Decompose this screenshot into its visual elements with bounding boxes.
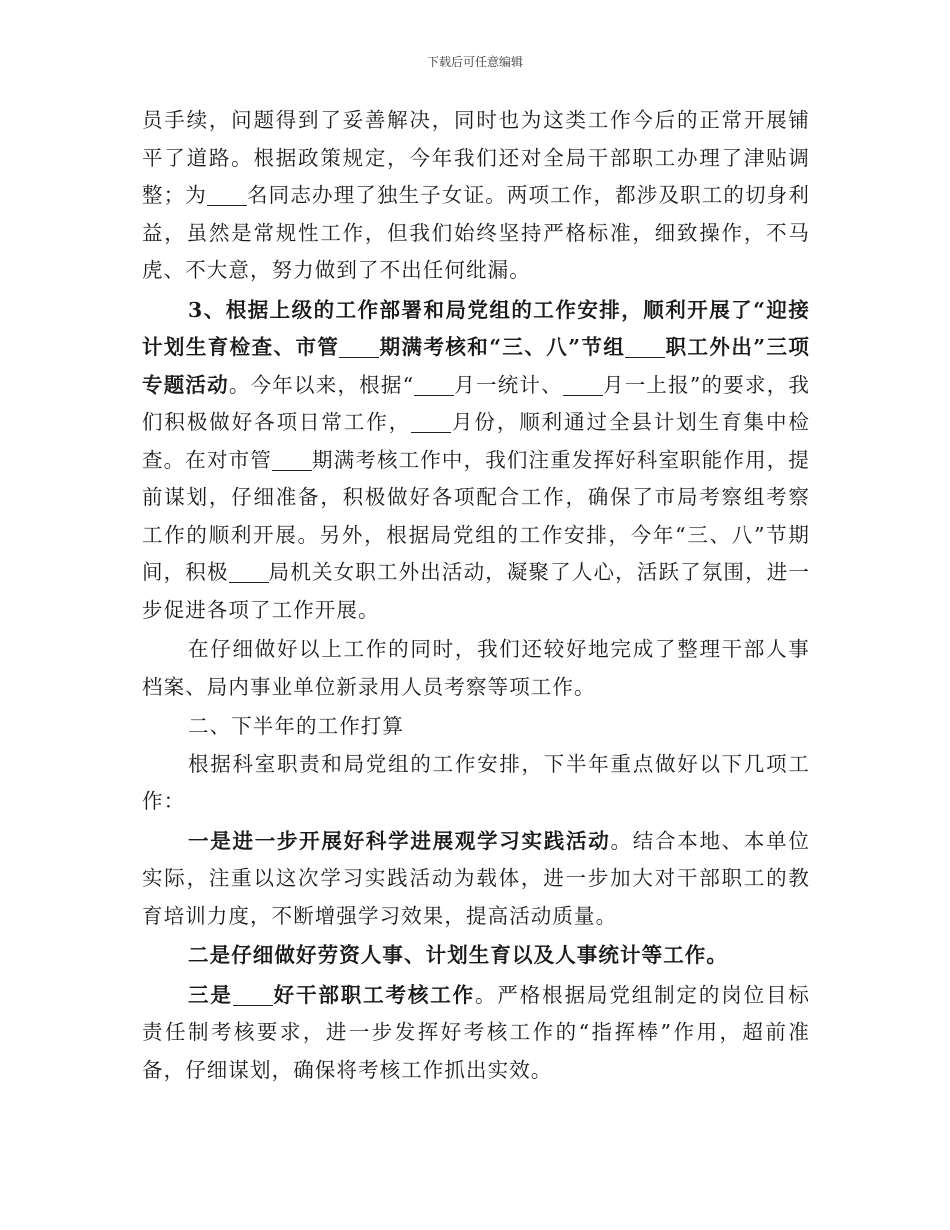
text-span: 。今年以来，根据“: [228, 372, 415, 397]
paragraph-8: [142, 977, 810, 1090]
fill-blank: [229, 562, 269, 584]
text-span: 三是: [188, 982, 233, 1007]
fill-blank: [625, 337, 665, 359]
section-heading: 二、下半年的工作打算: [188, 714, 404, 738]
fill-blank: [411, 412, 451, 434]
paragraph-7: 二是仔细做好劳资人事、计划生育以及人事统计等工作。: [188, 943, 728, 967]
bold-heading: [188, 983, 475, 1007]
text-span: 名同志办理了独生子女证。两项工作，都涉及职工的切身利益，虽然是常规性工作，但我们始终坚持严格标准，细致操作，不马虎、不大意，努力做到了不出任何纰漏。: [142, 183, 810, 282]
text-span: 职工外出”三项专题活动: [142, 335, 810, 397]
text-span: 。严格根据局党组制定的岗位目标责任制考核要求，进一步发挥好考核工作的“指挥棒”作用，超前准备，仔细谋划，确保将考核工作抓出实效。: [142, 982, 811, 1082]
text-span: 期满考核和“三、八”节组: [379, 335, 626, 359]
bold-heading: 一是进一步开展好科学进展观学习实践活动: [188, 828, 611, 853]
text-span: 局机关女职工外出活动，凝聚了人心，活跃了氛围，进一步促进各项了工作开展。: [142, 560, 810, 622]
fill-blank: [339, 337, 379, 359]
text-span: 员手续，问题得到了妥善解决，同时也为这类工作今后的正常开展铺平了道路。根据政策规定，今年我们还对全局干部职工办理了津贴调整；为: [142, 108, 810, 207]
fill-blank: [207, 185, 247, 207]
fill-blank: [414, 374, 454, 396]
paragraph-3: 在仔细做好以上工作的同时，我们还较好地完成了整理干部人事档案、局内事业单位新录用人员考察等项工作。: [142, 637, 810, 699]
paragraph-6: [142, 823, 810, 936]
text-span: 期满考核工作中，我们注重发挥好科室职能作用，提前谋划，仔细准备，积极做好各项配合工作，确保了市局考察组考察工作的顺利开展。另外，根据局党组的工作安排，今年“三、八”节期间，积极: [142, 447, 810, 584]
fill-blank: [233, 984, 273, 1006]
page-header: 下载后可任意编辑: [426, 55, 523, 69]
text-span: 。结合本地、本单位实际，注重以这次学习实践活动为载体，进一步加大对干部职工的教育培训力度，不断增强学习效果，提高活动质量。: [142, 828, 810, 928]
text-span: 月份，顺利通过全县计划生育集中检查。在对市管: [142, 410, 810, 472]
text-span: 3、根据上级的工作部署和局党组的工作安排，顺利开展了“迎接计划生育检查、市管: [142, 297, 810, 359]
document-body: [142, 102, 810, 1089]
fill-blank: [563, 374, 603, 396]
fill-blank: [272, 449, 312, 471]
text-span: 月一统计、: [454, 372, 563, 397]
text-span: 月一上报”的要求，我们积极做好各项日常工作，: [142, 372, 811, 434]
paragraph-5: 根据科室职责和局党组的工作安排，下半年重点做好以下几项工作：: [142, 751, 810, 813]
text-span: 好干部职工考核工作: [272, 982, 476, 1007]
paragraph-2: [142, 292, 810, 630]
paragraph-1: [142, 102, 810, 290]
